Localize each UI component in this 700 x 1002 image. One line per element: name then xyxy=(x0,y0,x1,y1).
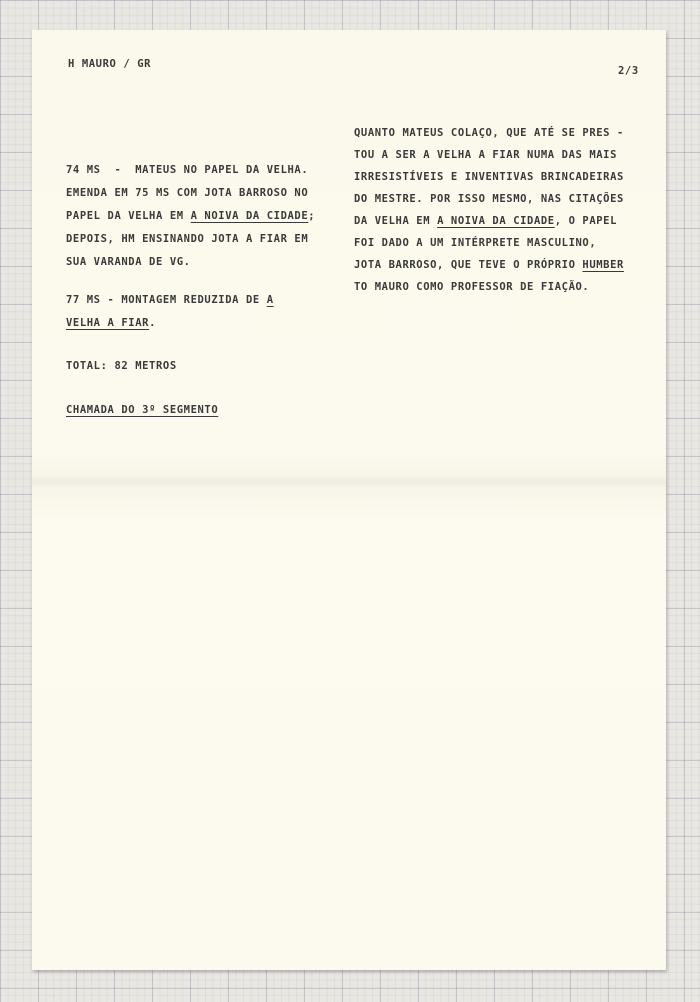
text-line: PAPEL DA VELHA EM A NOIVA DA CIDADE; xyxy=(66,210,316,222)
text-line: DEPOIS, HM ENSINANDO JOTA A FIAR EM xyxy=(66,233,309,245)
text-line: QUANTO MATEUS COLAÇO, QUE ATÉ SE PRES - xyxy=(354,127,624,139)
text-line: FOI DADO A UM INTÉRPRETE MASCULINO, xyxy=(354,237,597,249)
text-line: DA VELHA EM A NOIVA DA CIDADE, O PAPEL xyxy=(354,215,618,227)
text-line: SUA VARANDA DE VG. xyxy=(66,256,191,268)
text-line: 74 MS - MATEUS NO PAPEL DA VELHA. xyxy=(66,164,309,176)
text-line: IRRESISTÍVEIS E INVENTIVAS BRINCADEIRAS xyxy=(354,171,624,183)
underlined-title: A NOIVA DA CIDADE xyxy=(190,210,309,222)
paper-fold xyxy=(32,475,666,489)
text-line: 77 MS - MONTAGEM REDUZIDA DE A xyxy=(66,294,274,306)
typewritten-page xyxy=(32,30,666,970)
underlined-title: A xyxy=(266,294,274,306)
underlined-title: A NOIVA DA CIDADE xyxy=(437,215,555,227)
text-line: TO MAURO COMO PROFESSOR DE FIAÇÃO. xyxy=(354,281,590,293)
header-author: H MAURO / GR xyxy=(68,58,152,70)
text-line: TOU A SER A VELHA A FIAR NUMA DAS MAIS xyxy=(354,149,618,161)
text-line: JOTA BARROSO, QUE TEVE O PRÓPRIO HUMBER xyxy=(354,259,624,271)
left-block-1 xyxy=(66,164,366,274)
chamada-heading: CHAMADA DO 3º SEGMENTO xyxy=(66,404,219,416)
text-line: DO MESTRE. POR ISSO MESMO, NAS CITAÇÕES xyxy=(354,193,624,205)
right-column xyxy=(354,127,654,317)
text-line: VELHA A FIAR. xyxy=(66,317,156,329)
total-line: TOTAL: 82 METROS xyxy=(66,360,177,372)
text-line: EMENDA EM 75 MS COM JOTA BARROSO NO xyxy=(66,187,309,199)
underlined-title: VELHA A FIAR xyxy=(66,317,150,329)
page-number: 2/3 xyxy=(618,65,639,77)
left-block-2 xyxy=(66,294,366,344)
underlined-word: HUMBER xyxy=(582,259,624,271)
